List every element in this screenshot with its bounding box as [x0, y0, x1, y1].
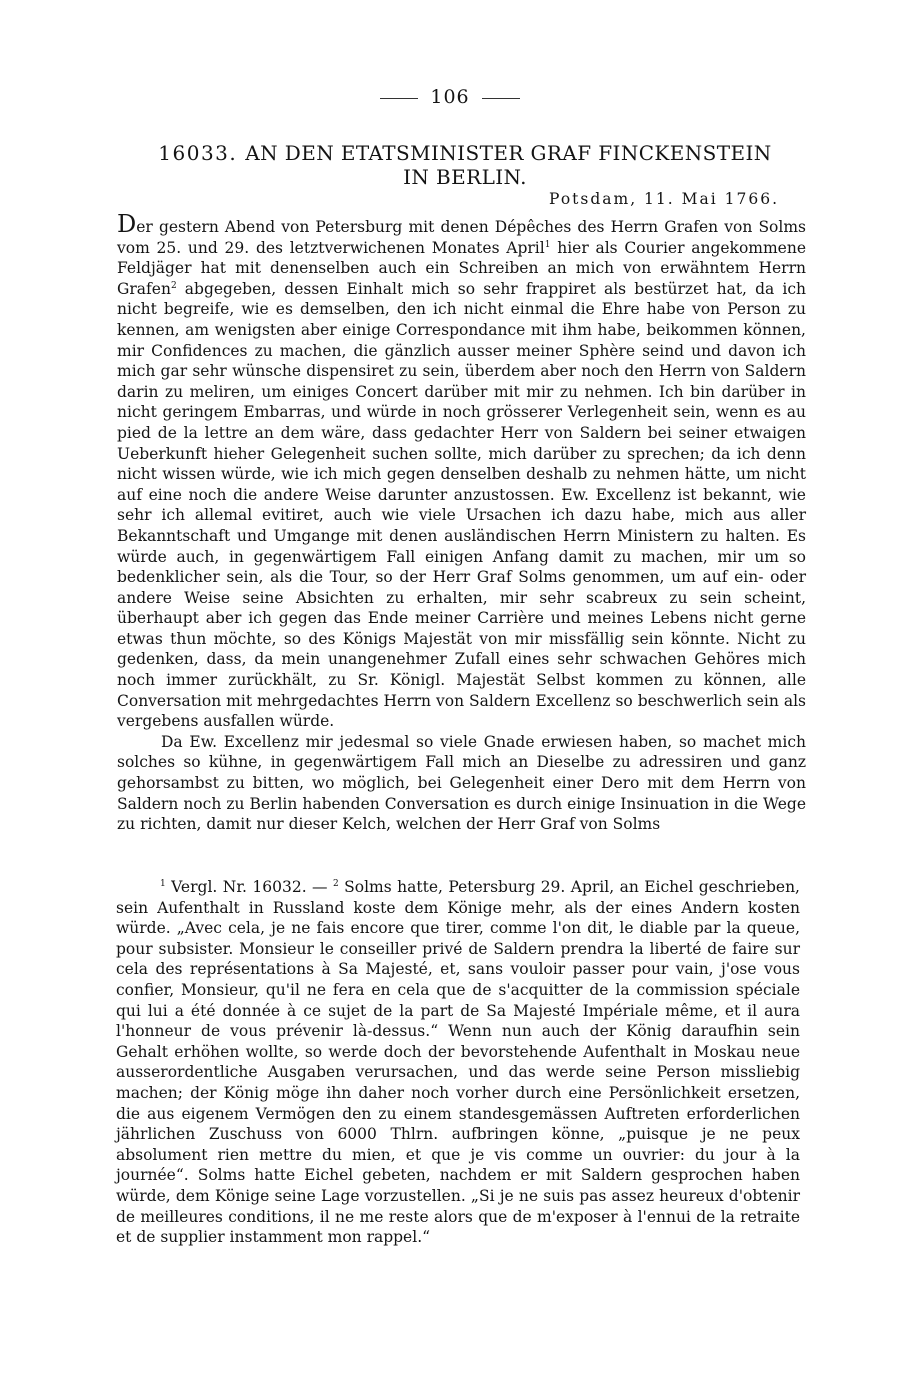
drop-cap: D	[117, 210, 137, 238]
footnotes	[116, 877, 800, 1248]
left-rule	[380, 98, 418, 99]
letter-heading	[150, 141, 780, 189]
footnote-2-mark: 2	[332, 879, 339, 889]
page-number-text: 106	[430, 86, 470, 108]
dateline: Potsdam, 11. Mai 1766.	[549, 190, 779, 208]
paragraph-1-part-c: abgegeben, dessen Einhalt mich so sehr frappiret als bestürzet hat, da ich nicht begreife, wie es demselben, den ich nicht einmal die Ehre habe von Person zu kennen, am wenigsten aber einige Correspondance mit ihm habe, beikommen können, mir Confidences zu machen, die gänzlich ausser meiner Sphère seind und davon ich mich gar sehr wünsche dispensiret zu sein, überdem aber noch den Herrn von Saldern darin zu meliren, um einiges Concert darüber mit mir zu nehmen. Ich bin darüber in nicht geringem Embarras, und würde in noch grösserer Verlegenheit sein, wenn es au pied de la lettre an dem wäre, dass gedachter Herr von Saldern bei seiner etwaigen Ueberkunft hieher Gelegenheit suchen sollte, mich darüber zu sprechen; da ich denn nicht wissen würde, wie ich mich gegen denselben deshalb zu nehmen hätte, um nicht auf eine noch die andere Weise darunter anzustossen. Ew. Excellenz ist bekannt, wie sehr ich allemal evitiret, auch wie viele Ursachen ich dazu habe, mich aus aller Bekanntschaft und Umgange mit denen ausländischen Herrn Ministern zu halten. Es würde auch, in gegenwärtigem Fall einigen Anfang damit zu machen, mir um so bedenklicher sein, als die Tour, so der Herr Graf Solms genommen, um auf ein- oder andere Weise seine Absichten zu erhalten, mir sehr scabreux zu sein scheint, überhaupt aber ich gegen das Ende meiner Carrière und meines Lebens nicht gerne etwas thun möchte, so des Königs Majestät von mir missfällig sein könnte. Nicht zu gedenken, dass, da mein unangenehmer Zufall eines sehr schwachen Gehöres mich noch immer zurückhält, zu Sr. Königl. Majestät Selbst kommen zu können, alle Conversation mit mehrgedachtes Herrn von Saldern Excellenz so beschwerlich sein als vergebens ausfallen würde.	[117, 279, 806, 731]
footnote-1-mark: 1	[160, 879, 166, 889]
footnote-1-text: Vergl. Nr. 16032. —	[165, 878, 333, 896]
footnote-ref-1: 1	[544, 239, 551, 250]
footnote-block	[116, 877, 800, 1248]
letter-title-line2: IN BERLIN.	[403, 165, 527, 189]
letter-paragraph-1	[117, 212, 806, 732]
letter-body	[117, 212, 806, 835]
letter-title-line1: AN DEN ETATSMINISTER GRAF FINCKENSTEIN	[245, 141, 772, 165]
letter-number: 16033.	[158, 141, 238, 165]
paragraph-1-part-a: er gestern Abend von Petersburg mit denen Dépêches des Herrn Grafen von Solms vom 25. und 29. des letztverwichenen Monates April	[117, 218, 806, 257]
letter-paragraph-2: Da Ew. Excellenz mir jedesmal so viele Gnade erwiesen haben, so machet mich solches so kühne, in gegenwärtigem Fall mich an Dieselbe zu adressiren und ganz gehorsambst zu bitten, wo möglich, bei Gelegenheit einer Dero mit dem Herrn von Saldern noch zu Berlin habenden Conversation es durch einige Insinuation in die Wege zu richten, damit nur dieser Kelch, welchen der Herr Graf von Solms	[117, 732, 806, 834]
footnote-2-text: Solms hatte, Petersburg 29. April, an Eichel geschrieben, sein Aufenthalt in Russland koste dem Könige mehr, als der eines Andern kosten würde. „Avec cela, je ne fais encore que tirer, comme l'on dit, le diable par la queue, pour subsister. Monsieur le conseiller privé de Saldern prendra la liberté de faire sur cela des représentations à Sa Majesté, et, sans vouloir passer pour vain, j'ose vous confier, Monsieur, qu'il ne fera en cela que de s'acquitter de la commission spéciale qui lui a été donnée à ce sujet de la part de Sa Majesté Impériale même, et il aura l'honneur de vous prévenir là-dessus.“ Wenn nun auch der König daraufhin sein Gehalt erhöhen wollte, so werde doch der bevorstehende Aufenthalt in Moskau neue ausserordentliche Ausgaben verursachen, und das werde seine Person missliebig machen; der König möge ihn daher noch vorher durch eine Persönlichkeit ersetzen, die aus eigenem Vermögen den zu einem standesgemässen Auftreten erforderlichen jährlichen Zuschuss von 6000 Thlrn. aufbringen könne, „puisque je ne peux absolument rien mettre du mien, et que je vis comme un ouvrier: du jour à la journée“. Solms hatte Eichel gebeten, nachdem er mit Saldern gesprochen haben würde, dem Könige seine Lage vorzustellen. „Si je ne suis pas assez heureux d'obtenir de meilleures conditions, il ne me reste alors que de m'exposer à l'ennui de la retraite et de supplier instamment mon rappel.“	[116, 878, 800, 1247]
right-rule	[482, 98, 520, 99]
page-number	[0, 86, 900, 108]
footnote-ref-2: 2	[170, 280, 177, 291]
paragraph-1-part-b: hier als Courier angekommene Feldjäger hat mit denenselben auch ein Schreiben an mich von erwähntem Herrn Grafen	[117, 238, 806, 298]
